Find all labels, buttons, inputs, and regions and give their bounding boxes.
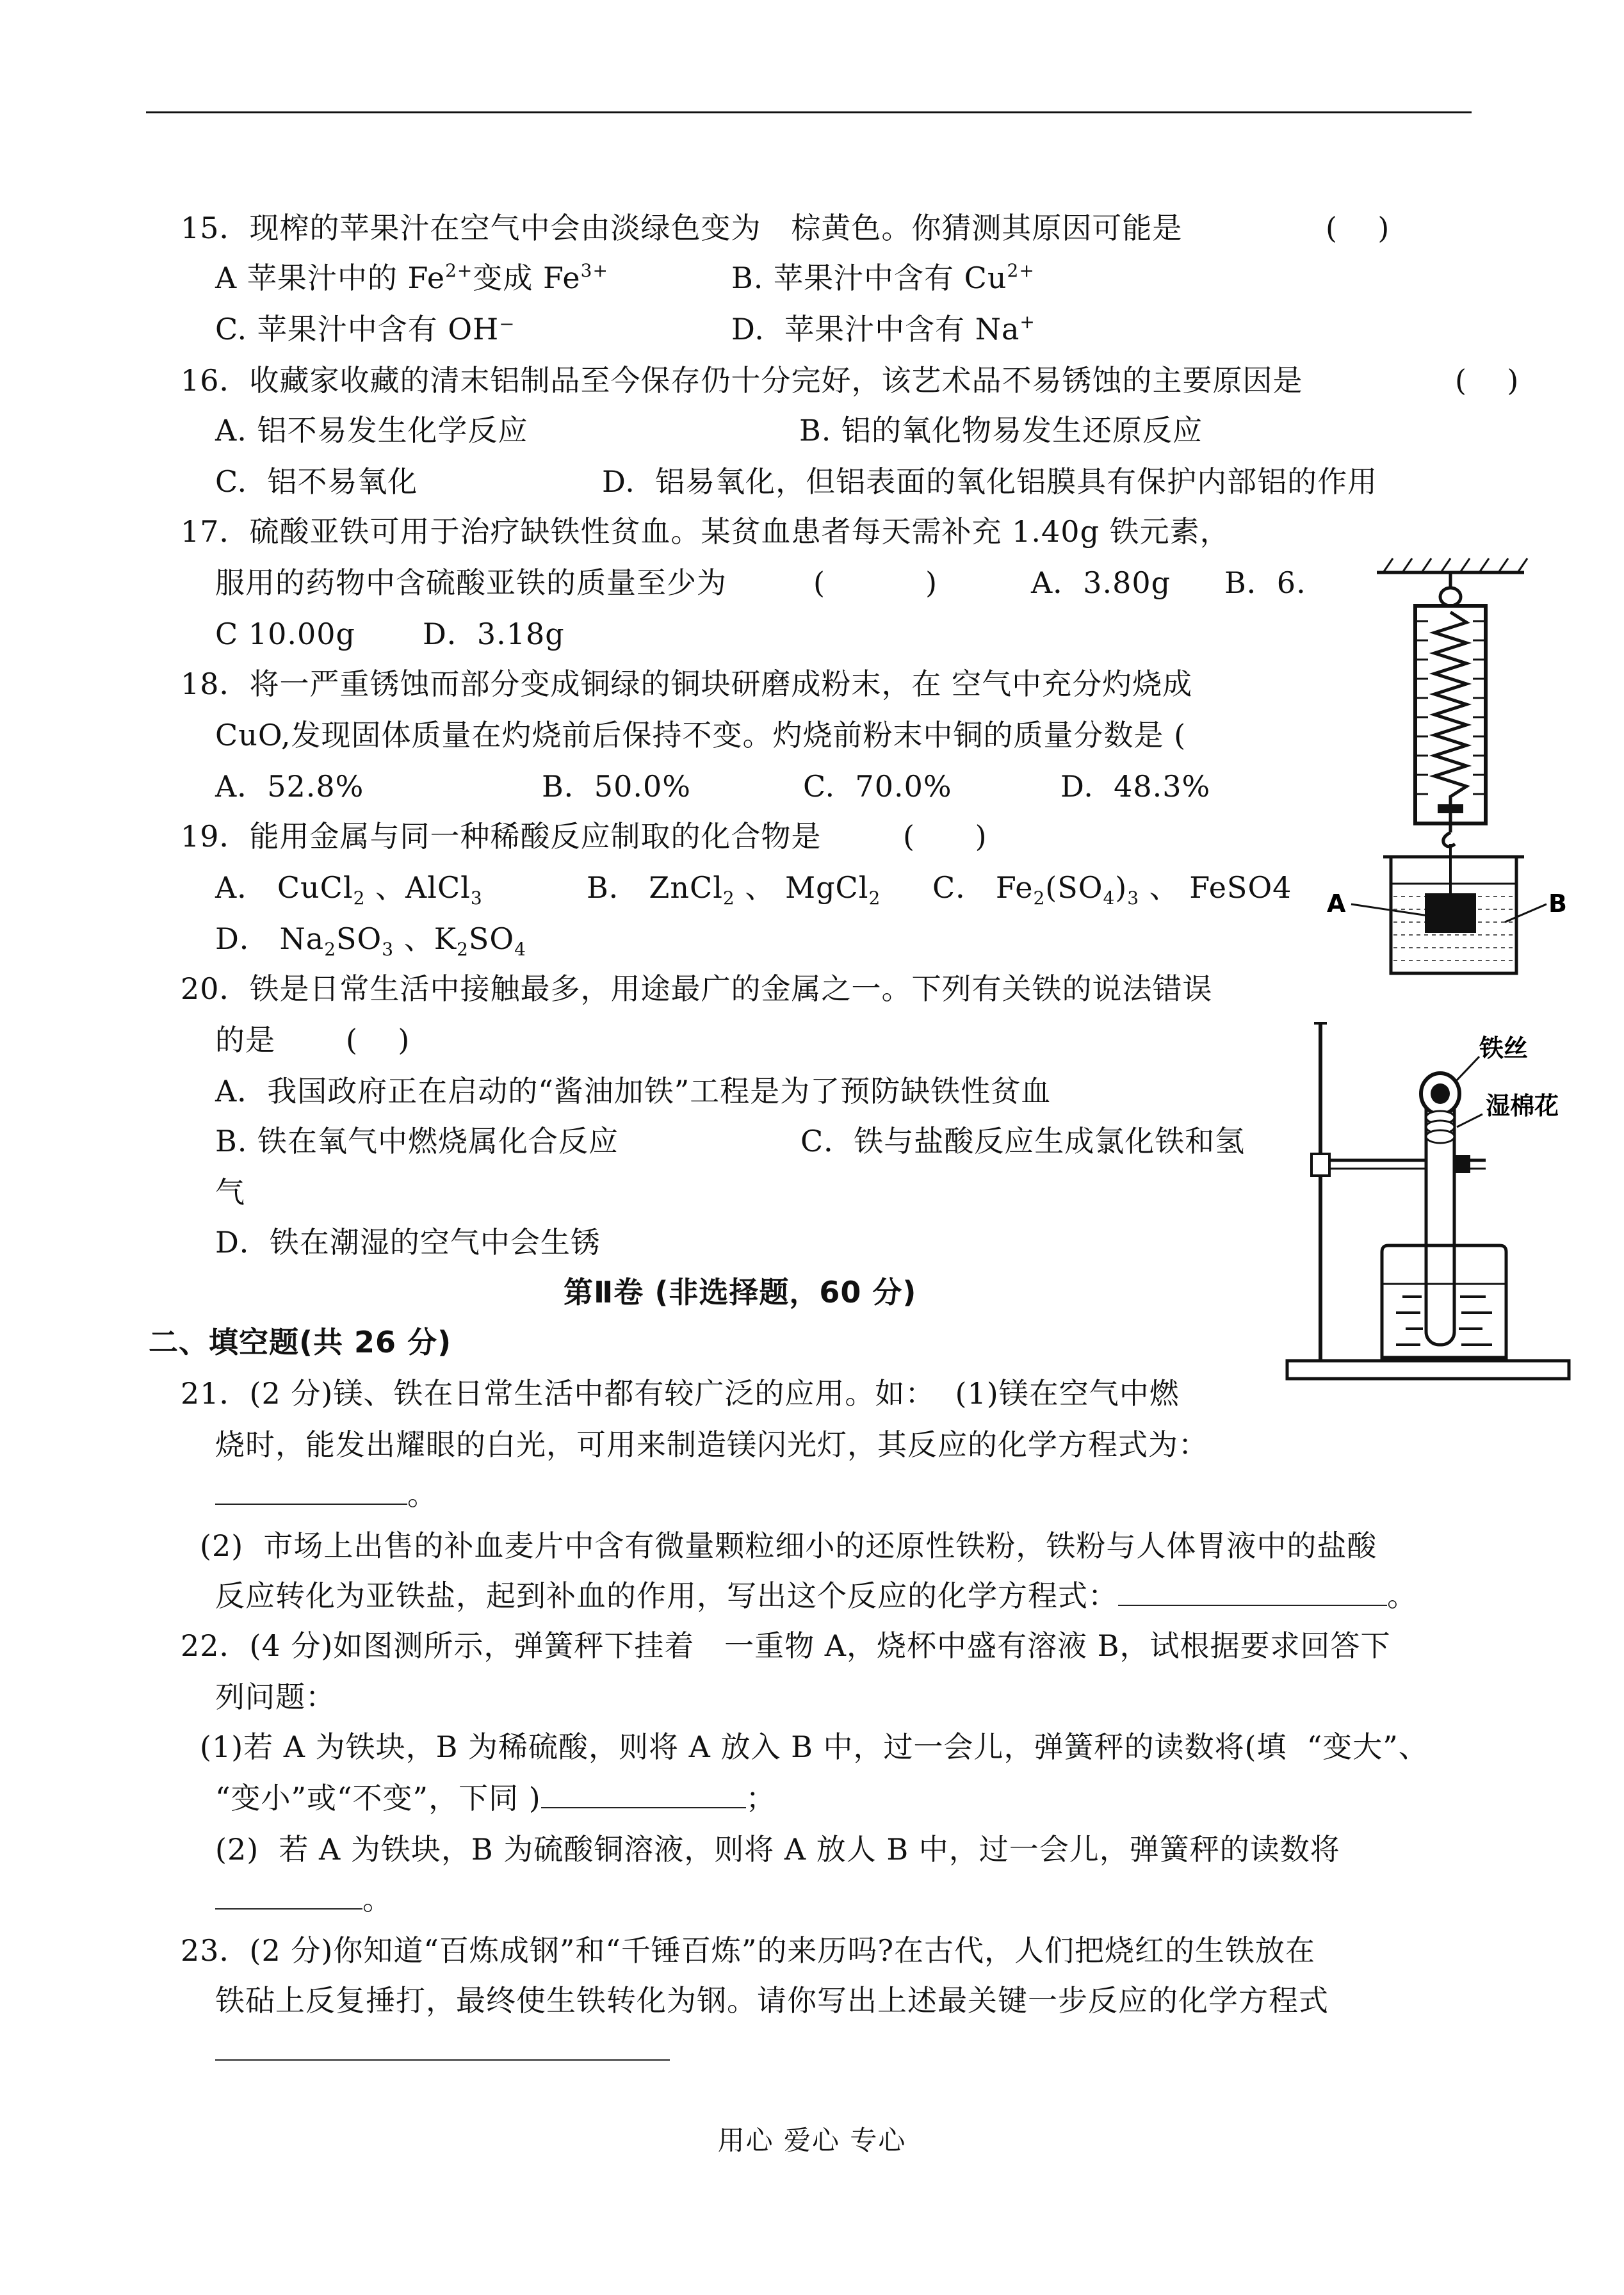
q19-option-d: D． $Na_2SO_3$ 、$K_2SO_4$: [215, 921, 526, 960]
q22-line-5: (2) 若 A 为铁块，B 为硫酸铜溶液，则将 A 放人 B 中，过一会儿，弹簧秤的读数将: [215, 1832, 1340, 1867]
q22-answer-2: 。: [215, 1880, 393, 1918]
q16-answer-paren: ( ): [1455, 363, 1520, 398]
q18-option-b: B．50.0%: [542, 769, 691, 804]
q17-stem-line-2: 服用的药物中含硫酸亚铁的质量至少为: [215, 565, 727, 600]
figure-label-a: A: [1327, 889, 1346, 918]
answer-blank[interactable]: [215, 2034, 670, 2061]
q22-line-3: (1)若 A 为铁块，B 为稀硫酸，则将 A 放入 B 中，过一会儿，弹簧秤的读数将(填 “变大”、: [200, 1730, 1429, 1764]
q22-line-2: 列问题：: [215, 1680, 336, 1714]
q21-line-4: 反应转化为亚铁盐，起到补血的作用，写出这个反应的化学方程式： 。: [215, 1578, 1417, 1613]
figure-label-b: B: [1548, 889, 1567, 918]
q19-option-c: C． $Fe_2(SO_4)_3$ 、 FeSO4: [932, 870, 1292, 909]
q22-line-4: “变小”或“不变”，下同 ) ；: [215, 1781, 776, 1815]
q20-option-c-cont: 气: [215, 1175, 245, 1210]
q23-answer: [215, 2031, 670, 2070]
q15-answer-paren: ( ): [1326, 211, 1390, 245]
part2-title: 第Ⅱ卷 (非选择题，60 分): [564, 1275, 917, 1310]
q20-stem-line-1: 20．铁是日常生活中接触最多，用途最广的金属之一。下列有关铁的说法错误: [181, 971, 1213, 1006]
q17-option-b: B．6.: [1224, 565, 1306, 600]
q15-option-a: A 苹果汁中的 $Fe^{2+}$变成 $Fe^{3+}$: [215, 260, 608, 295]
q15-option-b: B. 苹果汁中含有 $Cu^{2+}$: [731, 260, 1035, 295]
q19-option-a: A． CuCl$_2$ 、AlCl$_3$: [215, 870, 483, 909]
q15-option-d: D. 苹果汁中含有 Na+: [731, 311, 1035, 346]
q18-option-c: C. 70.0%: [803, 769, 952, 804]
q23-line-2: 铁砧上反复捶打，最终使生铁转化为钢。请你写出上述最关键一步反应的化学方程式: [215, 1983, 1329, 2018]
answer-blank[interactable]: [1118, 1579, 1387, 1606]
q21-line-3: (2) 市场上出售的补血麦片中含有微量颗粒细小的还原性铁粉，铁粉与人体胃液中的盐酸: [200, 1529, 1377, 1563]
spring-scale-figure: [1313, 551, 1582, 986]
q17-option-c: C 10.00g: [215, 617, 355, 651]
q20-stem-line-2: 的是: [215, 1023, 275, 1057]
q21-line-1: 21．(2 分)镁、铁在日常生活中都有较广泛的应用。如： (1)镁在空气中燃: [181, 1376, 1180, 1411]
answer-blank[interactable]: [215, 1883, 362, 1910]
q19-answer-paren: ( ): [903, 819, 987, 854]
q15-option-c: C. 苹果汁中含有 OH⁻: [215, 312, 516, 346]
page-footer: 用心 爱心 专心: [717, 2125, 907, 2156]
iron-wire-apparatus-figure: [1274, 1012, 1582, 1396]
figure-label-iron-wire: 铁丝: [1479, 1034, 1529, 1062]
q16-option-c: C. 铝不易氧化: [215, 464, 418, 499]
q16-option-a: A. 铝不易发生化学反应: [215, 413, 528, 448]
q18-stem-line-1: 18．将一严重锈蚀而部分变成铜绿的铜块研磨成粉末，在 空气中充分灼烧成: [181, 667, 1193, 701]
section-title: 二、填空题(共 26 分): [149, 1325, 452, 1359]
q20-option-a: A．我国政府正在启动的“酱油加铁”工程是为了预防缺铁性贫血: [215, 1074, 1052, 1108]
q20-option-b: B. 铁在氧气中燃烧属化合反应: [215, 1124, 619, 1158]
q15-stem: 15．现榨的苹果汁在空气中会由淡绿色变为 棕黄色。你猜测其原因可能是: [181, 211, 1183, 245]
q17-answer-paren: ( ): [813, 565, 938, 600]
q17-stem-line-1: 17．硫酸亚铁可用于治疗缺铁性贫血。某贫血患者每天需补充 1.40g 铁元素，: [181, 514, 1230, 549]
q22-line-1: 22．(4 分)如图测所示，弹簧秤下挂着 一重物 A，烧杯中盛有溶液 B，试根据要求回答下: [181, 1628, 1391, 1663]
q16-option-b: B. 铝的氧化物易发生还原反应: [799, 413, 1203, 448]
answer-blank[interactable]: [215, 1478, 407, 1505]
q20-option-d: D．铁在潮湿的空气中会生锈: [215, 1225, 601, 1260]
q21-line-2: 烧时，能发出耀眼的白光，可用来制造镁闪光灯，其反应的化学方程式为：: [215, 1427, 1208, 1462]
q20-answer-paren: ( ): [346, 1023, 410, 1057]
q19-option-b: B． ZnCl$_2$ 、 MgCl$_2$: [587, 870, 881, 909]
q19-stem: 19．能用金属与同一种稀酸反应制取的化合物是: [181, 819, 822, 854]
q16-stem: 16．收藏家收藏的清末铝制品至今保存仍十分完好，该艺术品不易锈蚀的主要原因是: [181, 363, 1303, 398]
q18-option-d: D. 48.3%: [1060, 769, 1211, 804]
q21-answer-1: 。: [215, 1475, 437, 1514]
q17-option-a: A．3.80g: [1031, 565, 1171, 600]
q23-line-1: 23．(2 分)你知道“百炼成钢”和“千锤百炼”的来历吗?在古代，人们把烧红的生铁放在: [181, 1933, 1316, 1968]
q18-option-a: A．52.8%: [215, 769, 364, 804]
header-rule: [146, 111, 1472, 113]
q17-option-d: D．3.18g: [423, 617, 565, 651]
answer-blank[interactable]: [541, 1781, 746, 1808]
q20-option-c: C．铁与盐酸反应生成氯化铁和氢: [800, 1124, 1246, 1158]
figure-label-wet-cotton: 湿棉花: [1486, 1092, 1559, 1120]
q16-option-d: D. 铝易氧化，但铝表面的氧化铝膜具有保护内部铝的作用: [602, 464, 1378, 499]
q18-stem-line-2: CuO,发现固体质量在灼烧前后保持不变。灼烧前粉末中铜的质量分数是 (: [215, 718, 1187, 752]
